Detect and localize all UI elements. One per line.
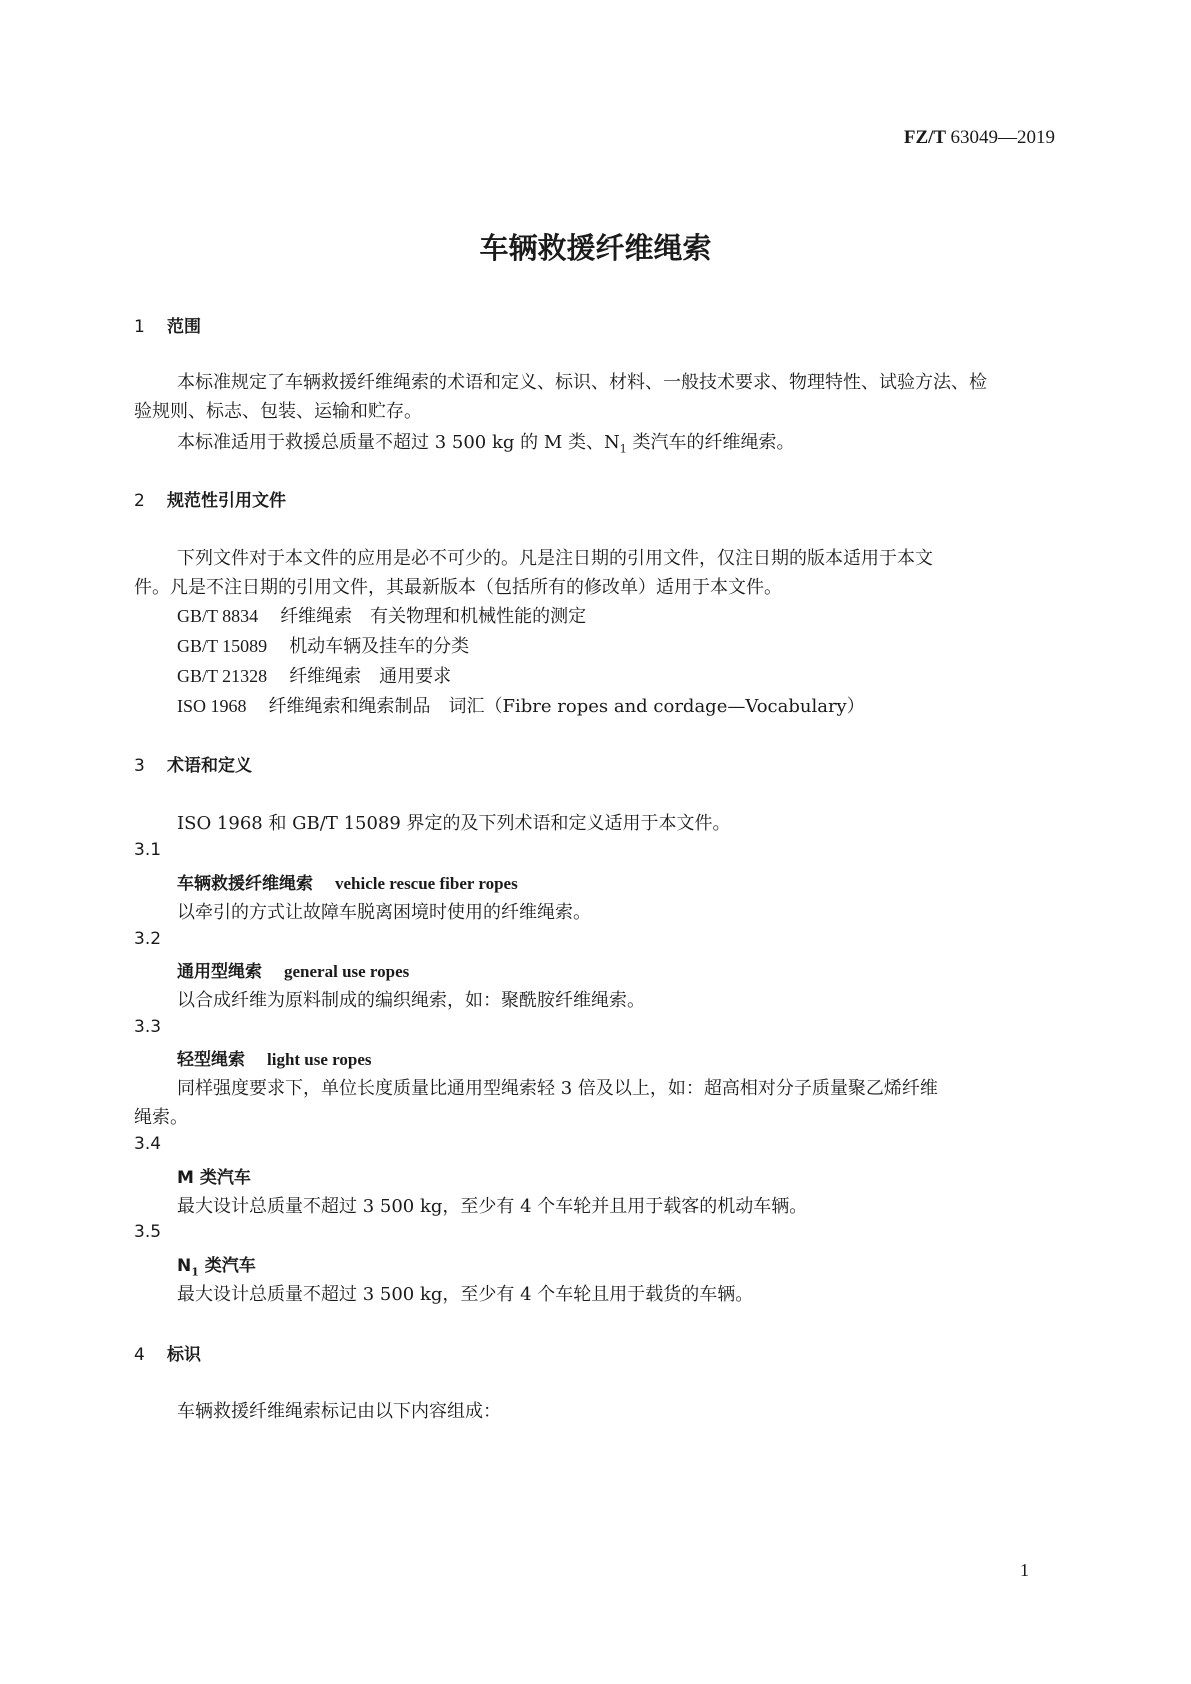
term-3-3-number: 3.3 bbox=[134, 1017, 162, 1037]
section-4-title: 标识 bbox=[167, 1345, 201, 1365]
term-3-2-number: 3.2 bbox=[134, 929, 162, 949]
reference-item bbox=[177, 692, 865, 718]
section-1-para-2 bbox=[177, 428, 794, 456]
section-3-heading bbox=[134, 751, 252, 776]
section-2-title: 规范性引用文件 bbox=[167, 491, 286, 511]
section-3-intro: ISO 1968 和 GB/T 15089 界定的及下列术语和定义适用于本文件。 bbox=[177, 813, 731, 834]
section-4-heading bbox=[134, 1340, 201, 1365]
term-3-1-heading bbox=[177, 869, 518, 894]
section-2-para-line-2: 件。凡是不注日期的引用文件，其最新版本（包括所有的修改单）适用于本文件。 bbox=[134, 577, 782, 598]
term-en: general use ropes bbox=[284, 962, 410, 981]
standard-code-number: 63049—2019 bbox=[950, 127, 1055, 148]
term-3-4-heading bbox=[177, 1163, 251, 1188]
section-1-para-2-sub: 1 bbox=[619, 442, 627, 456]
reference-item bbox=[177, 602, 586, 628]
section-2-number: 2 bbox=[134, 491, 145, 511]
page-number: 1 bbox=[1020, 1560, 1029, 1580]
term-zh-a: N bbox=[177, 1256, 192, 1276]
reference-title: 纤维绳索 通用要求 bbox=[289, 666, 452, 687]
section-1-title: 范围 bbox=[167, 317, 201, 337]
reference-title: 纤维绳索和绳索制品 词汇（Fibre ropes and cordage—Vocabulary） bbox=[268, 696, 865, 717]
standard-code bbox=[904, 127, 1055, 149]
term-en: vehicle rescue fiber ropes bbox=[335, 874, 518, 893]
term-3-1-definition: 以牵引的方式让故障车脱离困境时使用的纤维绳索。 bbox=[177, 902, 591, 923]
section-1-para-1-line-1: 本标准规定了车辆救援纤维绳索的术语和定义、标识、材料、一般技术要求、物理特性、试验方法、检 bbox=[177, 372, 987, 393]
term-3-4-definition: 最大设计总质量不超过 3 500 kg，至少有 4 个车轮并且用于载客的机动车辆。 bbox=[177, 1196, 808, 1217]
section-2-heading bbox=[134, 486, 286, 511]
reference-title: 机动车辆及挂车的分类 bbox=[289, 636, 470, 657]
term-3-3-definition-line-2: 绳索。 bbox=[134, 1107, 188, 1128]
term-3-2-heading bbox=[177, 957, 409, 982]
term-zh: 轻型绳索 bbox=[177, 1050, 245, 1070]
term-3-1-number: 3.1 bbox=[134, 840, 162, 860]
term-3-2-definition: 以合成纤维为原料制成的编织绳索，如：聚酰胺纤维绳索。 bbox=[177, 990, 645, 1011]
section-4-number: 4 bbox=[134, 1345, 145, 1365]
reference-title: 纤维绳索 有关物理和机械性能的测定 bbox=[280, 606, 587, 627]
section-4-para: 车辆救援纤维绳索标记由以下内容组成： bbox=[177, 1401, 501, 1422]
section-3-title: 术语和定义 bbox=[167, 756, 252, 776]
term-zh-sub: 1 bbox=[191, 1265, 199, 1279]
term-3-4-number: 3.4 bbox=[134, 1134, 162, 1154]
term-3-5-heading bbox=[177, 1251, 256, 1278]
section-1-heading bbox=[134, 312, 201, 337]
section-1-para-1-line-2: 验规则、标志、包装、运输和贮存。 bbox=[134, 401, 422, 422]
section-1-para-2-b: 类汽车的纤维绳索。 bbox=[626, 432, 795, 453]
term-3-5-definition: 最大设计总质量不超过 3 500 kg，至少有 4 个车轮且用于载货的车辆。 bbox=[177, 1284, 754, 1305]
term-zh-b: 类汽车 bbox=[198, 1256, 256, 1276]
term-3-3-heading bbox=[177, 1045, 372, 1070]
term-zh: 车辆救援纤维绳索 bbox=[177, 874, 313, 894]
term-zh: M 类汽车 bbox=[177, 1168, 251, 1188]
standard-code-prefix: FZ/T bbox=[903, 127, 946, 148]
section-2-para-line-1: 下列文件对于本文件的应用是必不可少的。凡是注日期的引用文件，仅注日期的版本适用于本文 bbox=[177, 548, 933, 569]
term-en: light use ropes bbox=[267, 1050, 372, 1069]
reference-code: ISO 1968 bbox=[177, 696, 247, 716]
reference-item bbox=[177, 632, 469, 658]
section-1-para-2-a: 本标准适用于救援总质量不超过 3 500 kg 的 M 类、N bbox=[177, 432, 620, 453]
reference-item bbox=[177, 662, 451, 688]
term-3-3-definition-line-1: 同样强度要求下，单位长度质量比通用型绳索轻 3 倍及以上，如：超高相对分子质量聚乙烯纤维 bbox=[177, 1078, 938, 1099]
term-zh: 通用型绳索 bbox=[177, 962, 262, 982]
section-1-number: 1 bbox=[134, 317, 145, 337]
reference-code: GB/T 15089 bbox=[177, 636, 268, 656]
term-3-5-number: 3.5 bbox=[134, 1222, 162, 1242]
reference-code: GB/T 21328 bbox=[177, 666, 268, 686]
section-3-number: 3 bbox=[134, 756, 145, 776]
document-title: 车辆救援纤维绳索 bbox=[479, 231, 712, 265]
reference-code: GB/T 8834 bbox=[177, 606, 259, 626]
